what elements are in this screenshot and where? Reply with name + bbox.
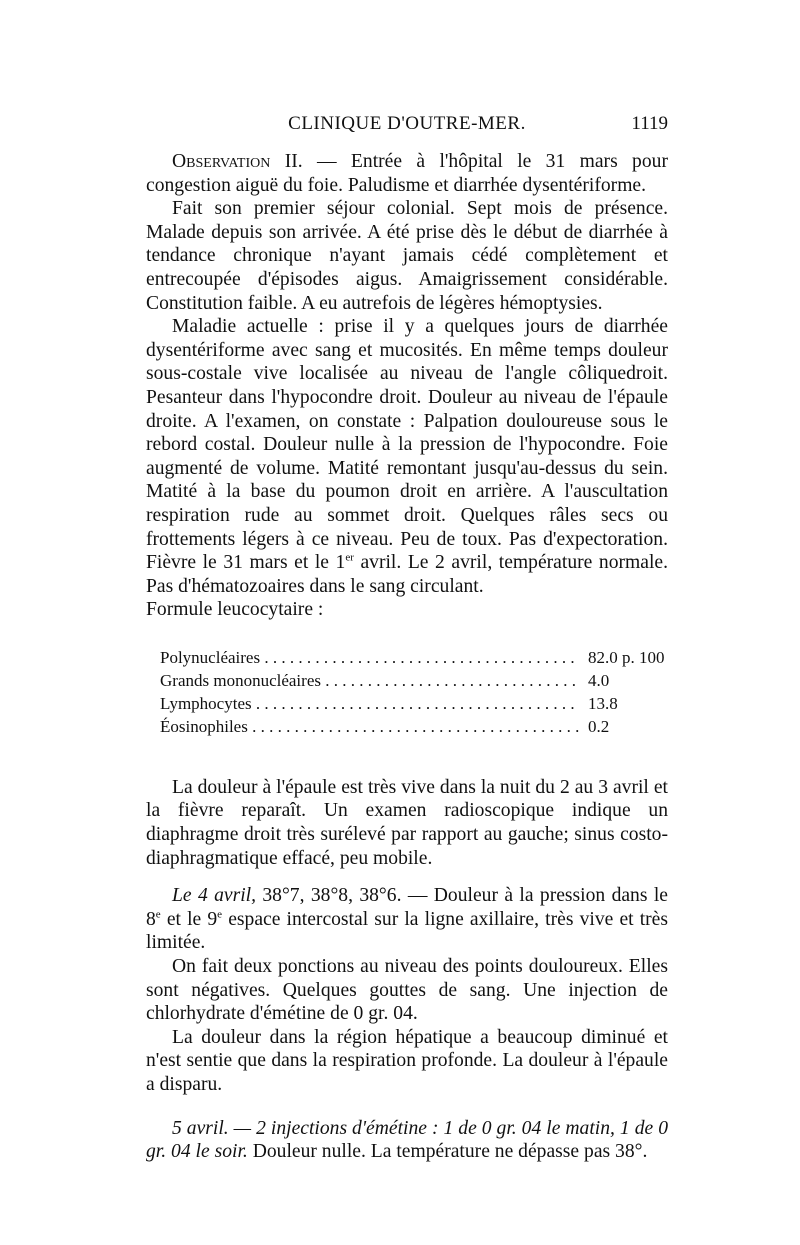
page-header — [146, 113, 668, 139]
spacer — [146, 738, 668, 776]
paragraph-pain-reduced: La douleur dans la région hépatique a beaucoup diminué et n'est sentie que dans la respiration profonde. La douleur à l'épaule a disparu. — [146, 1026, 668, 1095]
leucocyte-table — [146, 646, 668, 738]
paragraph-april-5 — [146, 1117, 668, 1164]
paragraph-history: Fait son premier séjour colonial. Sept mois de présence. Malade depuis son arrivée. A été prise dès le début de diarrhée à tendance chronique n'ayant jamais cédé complètement et entrecoupée d'épisodes aigus. Amaigrissement considérable. Constitution faible. A eu autrefois de légères hémoptysies. — [146, 198, 668, 314]
running-title: CLINIQUE D'OUTRE-MER. — [288, 113, 526, 134]
date-april-4: Le 4 avril, — [172, 885, 257, 907]
cell-label: Lymphocytes — [160, 693, 252, 713]
leader-dots — [260, 648, 580, 667]
page-body — [146, 150, 668, 1164]
leader-dots — [252, 694, 580, 713]
current-illness-end: avril. Le 2 avril, température normale. Pas d'hématozoaires dans le sang circulant. — [146, 552, 668, 597]
paragraph-shoulder-pain: La douleur à l'épaule est très vive dans la nuit du 2 au 3 avril et la fièvre reparaît. Un examen radioscopique indique un diaphragme droit très surélevé par rapport au gauche; sinus costo-diaphragmatique effacé, peu mobile. — [146, 776, 668, 869]
cell-label: Polynucléaires — [160, 647, 261, 667]
leader-dots — [321, 671, 580, 690]
superscript-er: er — [345, 551, 354, 564]
current-illness-text: Maladie actuelle : prise il y a quelques jours de diarrhée dysentériforme avec sang et mucosités. En même temps douleur sous-costale vive localisée au niveau de l'angle côliquedroit. Pesanteur dans l'hypocondre droit. Douleur au niveau de l'épaule droite. A l'examen, on constate : Palpation douloureuse sous le rebord costal. Douleur nulle à la pression de l'hypocondre. Foie augmenté de volume. Matité remontant jusqu'au-dessus du sein. Matité à la base du poumon droit en arrière. A l'auscultation respiration rude au sommet droit. Quelques râles secs ou frottements légers à ce niveau. Peu de toux. Pas d'expectoration. Fièvre le 31 mars et le 1 — [146, 316, 668, 574]
april-4-text-a: — Douleur à la pression dans le 8 — [146, 885, 668, 930]
superscript-e: e — [217, 908, 223, 921]
cell-value: 4.0 — [588, 670, 610, 690]
cell-value: 0.2 — [588, 716, 610, 736]
cell-label: Grands mononucléaires — [160, 670, 321, 690]
observation-heading — [146, 150, 668, 197]
april-4-text-b: et le 9 — [160, 908, 218, 930]
april-5-text: Douleur nulle. La température ne dépasse pas 38°. — [247, 1141, 648, 1163]
spacer — [146, 1097, 668, 1117]
paragraph-current-illness — [146, 315, 668, 598]
paragraph-april-4 — [146, 884, 668, 955]
cell-value: 13.8 — [588, 693, 618, 713]
observation-text: — Entrée à l'hôpital le 31 mars pour congestion aiguë du foie. Paludisme et diarrhée dysentériforme. — [146, 151, 668, 196]
cell-label: Éosinophiles — [160, 716, 248, 736]
table-row — [146, 669, 668, 692]
april-5-italic: 5 avril. — 2 injections d'émétine : 1 de 0 gr. 04 le matin, 1 de 0 gr. 04 le soir. — [146, 1117, 668, 1163]
page-number: 1119 — [631, 113, 668, 134]
table-row — [146, 692, 668, 715]
table-row — [146, 715, 668, 738]
april-4-text-c: espace intercostal sur la ligne axillaire, très vive et très limitée. — [146, 908, 669, 954]
spacer — [146, 870, 668, 884]
paragraph-punctures: On fait deux ponctions au niveau des points douloureux. Elles sont négatives. Quelques gouttes de sang. Une injection de chlorhydrate d'émétine de 0 gr. 04. — [146, 956, 668, 1025]
table-row — [146, 646, 668, 669]
leader-dots — [248, 717, 580, 736]
temperatures: 38°7, 38°8, 38°6. — [256, 885, 402, 907]
formula-title: Formule leucocytaire : — [146, 599, 324, 621]
cell-value: 82.0 p. 100 — [588, 647, 665, 667]
observation-label: Observation II. — [172, 151, 303, 172]
superscript-e: e — [155, 908, 161, 921]
